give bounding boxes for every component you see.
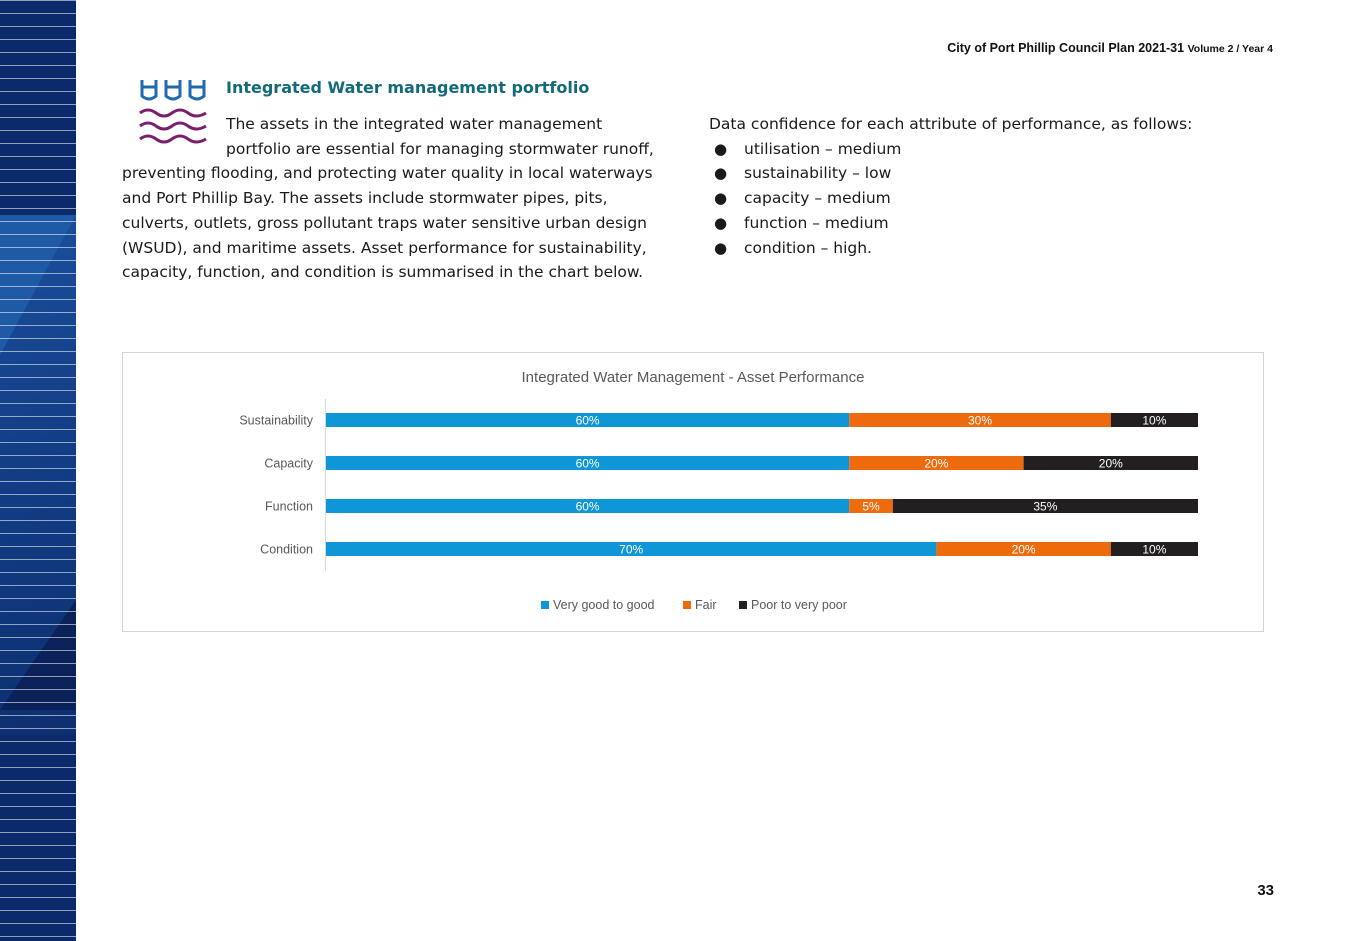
y-tick-label: Sustainability [239, 413, 313, 428]
bullet-icon: ● [714, 238, 728, 257]
legend-swatch [683, 601, 691, 609]
legend-entry: Fair [695, 598, 717, 612]
data-confidence-list [709, 137, 1269, 261]
list-item [709, 211, 1269, 236]
list-item-text: condition – high. [744, 238, 872, 257]
list-item [709, 161, 1269, 186]
paragraph-line: capacity, function, and condition is summarised in the chart below. [122, 263, 644, 282]
bullet-icon: ● [714, 213, 728, 232]
data-label: 60% [575, 456, 600, 471]
document-header [947, 41, 1273, 55]
data-label: 35% [1033, 499, 1058, 514]
paragraph-line: and Port Phillip Bay. The assets include stormwater pipes, pits, [122, 189, 608, 208]
data-label: 20% [1011, 542, 1036, 557]
list-item [709, 137, 1269, 162]
data-label: 10% [1142, 413, 1167, 428]
list-item [709, 186, 1269, 211]
chart-title: Integrated Water Management - Asset Performance [521, 369, 865, 386]
chart-canvas [123, 353, 1263, 631]
data-label: 10% [1142, 542, 1167, 557]
list-item [709, 236, 1269, 261]
section-paragraph [122, 112, 690, 285]
bullet-icon: ● [714, 164, 728, 183]
y-tick-label: Condition [260, 542, 313, 557]
paragraph-line: portfolio are essential for managing stormwater runoff, [226, 139, 654, 158]
document-title: City of Port Phillip Council Plan 2021-31 [947, 41, 1185, 55]
data-label: 30% [967, 413, 993, 428]
legend-swatch [541, 601, 549, 609]
y-tick-label: Capacity [264, 456, 313, 471]
list-item-text: sustainability – low [744, 164, 892, 183]
document-subtitle: Volume 2 / Year 4 [1187, 43, 1273, 55]
list-item-text: utilisation – medium [744, 139, 902, 158]
section-title: Integrated Water management portfolio [226, 78, 590, 97]
paragraph-line: preventing flooding, and protecting water quality in local waterways [122, 164, 653, 183]
data-label: 60% [575, 499, 600, 514]
y-tick-label: Function [265, 499, 313, 514]
data-label: 70% [619, 542, 644, 557]
bullet-icon: ● [714, 189, 728, 208]
paragraph-line: culverts, outlets, gross pollutant traps water sensitive urban design [122, 213, 647, 232]
data-label: 60% [575, 413, 600, 428]
data-confidence [709, 112, 1269, 260]
side-band-stripes [0, 0, 76, 941]
paragraph-line: The assets in the integrated water management [226, 115, 603, 133]
list-item-text: capacity – medium [744, 189, 891, 208]
bullet-icon: ● [714, 139, 728, 158]
page-number: 33 [1257, 882, 1274, 899]
data-label: 20% [924, 456, 949, 471]
list-item-text: function – medium [744, 213, 889, 232]
decorative-side-band [0, 0, 76, 941]
legend-swatch [739, 601, 747, 609]
asset-performance-chart [122, 352, 1264, 632]
paragraph-line: (WSUD), and maritime assets. Asset performance for sustainability, [122, 238, 647, 257]
legend-entry: Poor to very poor [751, 598, 847, 612]
data-label: 5% [862, 499, 880, 514]
data-confidence-intro: Data confidence for each attribute of performance, as follows: [709, 115, 1193, 133]
data-label: 20% [1098, 456, 1123, 471]
legend-entry: Very good to good [553, 598, 655, 612]
